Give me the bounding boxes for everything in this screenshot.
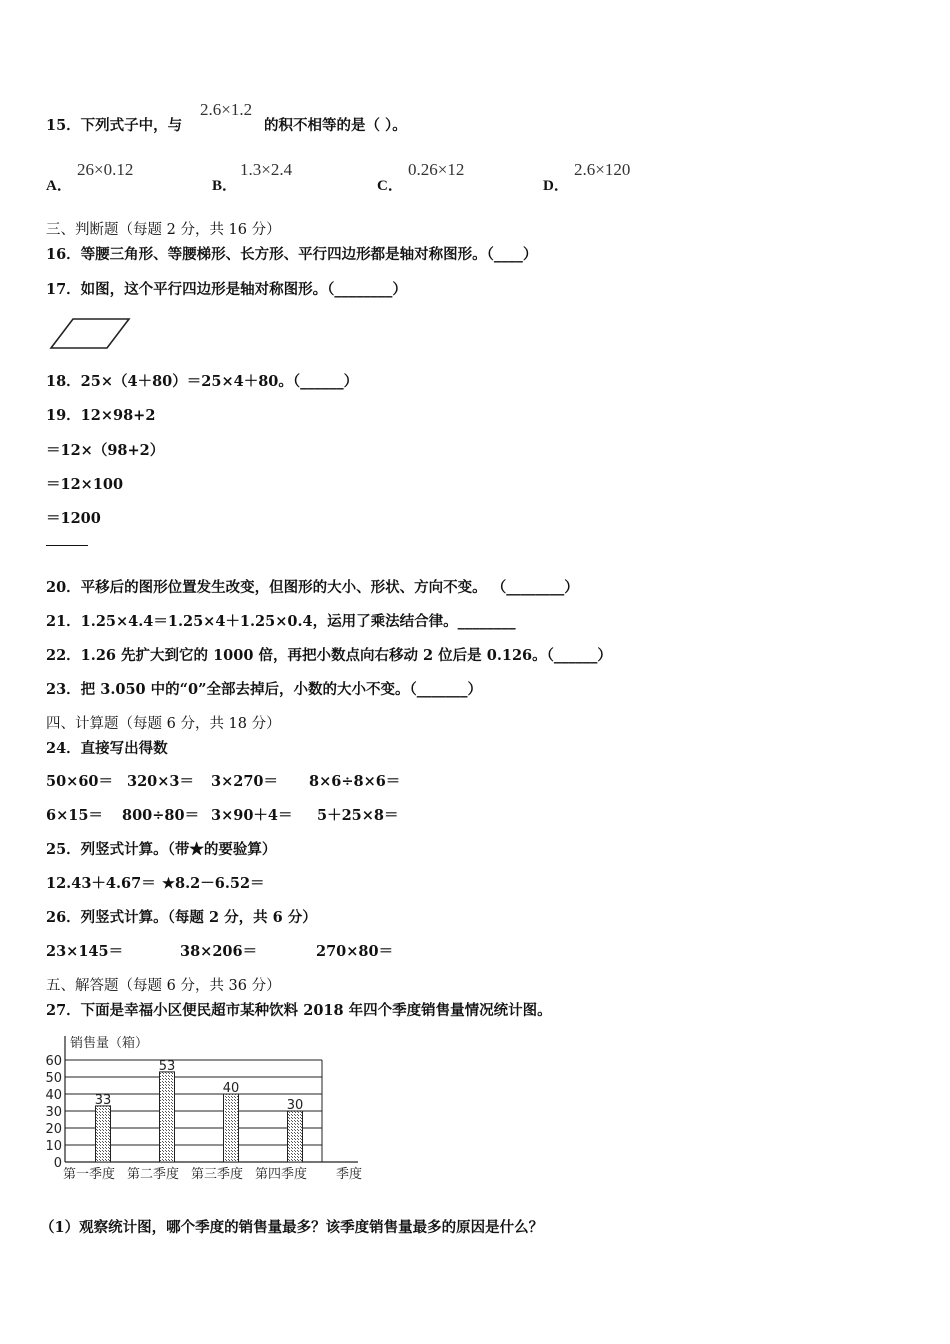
chart-category-label: 第一季度 <box>63 1167 116 1182</box>
q24-item: 5＋25×8＝ <box>317 807 399 824</box>
chart-data-label: 30 <box>286 1098 304 1113</box>
q16: 16．等腰三角形、等腰梯形、长方形、平行四边形都是轴对称图形。（____） <box>46 246 538 263</box>
q24-item: 6×15＝ <box>46 807 103 824</box>
q26-title: 26．列竖式计算。（每题 2 分，共 6 分） <box>46 909 317 926</box>
chart-category-label: 第二季度 <box>127 1167 180 1182</box>
q24-item: 800÷80＝ <box>122 807 200 824</box>
section5-heading: 五、解答题（每题 6 分，共 36 分） <box>46 978 281 994</box>
q24-item: 50×60＝ <box>46 773 114 790</box>
q24-item: 3×270＝ <box>211 773 279 790</box>
chart-y-tick-label: 50 <box>45 1071 62 1086</box>
q15-option-b-expr: 1.3×2.4 <box>240 160 293 179</box>
chart-x-axis-title: 季度 <box>336 1167 363 1182</box>
q24-item: 8×6÷8×6＝ <box>309 773 401 790</box>
chart-y-tick-label: 40 <box>45 1088 62 1103</box>
q26-item: 38×206＝ <box>180 943 258 960</box>
chart-bar <box>288 1111 303 1162</box>
chart-y-tick-label: 60 <box>45 1054 62 1069</box>
chart-y-tick-label: 10 <box>45 1139 62 1154</box>
chart-bar <box>96 1106 111 1162</box>
parallelogram-figure <box>46 314 136 354</box>
q15-option-d-expr: 2.6×120 <box>574 160 631 179</box>
q15-option-a-letter[interactable]: A． <box>46 178 72 194</box>
q20: 20．平移后的图形位置发生改变，但图形的大小、形状、方向不变。 （________） <box>46 579 579 596</box>
q19-answer-blank[interactable] <box>46 545 88 546</box>
chart-data-label: 33 <box>94 1092 112 1108</box>
q19-line-1: 19．12×98+2 <box>46 407 156 424</box>
q15-option-a-expr: 26×0.12 <box>77 160 134 179</box>
q24-item: 320×3＝ <box>127 773 195 790</box>
chart-data-label: 40 <box>222 1081 240 1096</box>
q25-item: 12.43＋4.67＝ <box>46 875 156 892</box>
q15-stem <box>46 116 182 136</box>
q15-expression: 2.6×1.2 <box>200 100 253 119</box>
q22: 22．1.26 先扩大到它的 1000 倍，再把小数点向右移动 2 位后是 0.126。（______） <box>46 647 612 664</box>
sales-bar-chart <box>40 1028 380 1188</box>
q19-line-4: ＝1200 <box>46 510 101 527</box>
chart-data-label: 53 <box>158 1058 176 1074</box>
chart-category-label: 第四季度 <box>255 1167 308 1182</box>
q18: 18．25×（4＋80）＝25×4＋80。（______） <box>46 373 359 390</box>
chart-y-tick-label: 20 <box>45 1122 62 1137</box>
q15-option-c-expr: 0.26×12 <box>408 160 465 179</box>
q24-title: 24．直接写出得数 <box>46 740 168 757</box>
q23: 23．把 3.050 中的“0”全部去掉后，小数的大小不变。（_______） <box>46 681 482 698</box>
q19-line-2: ＝12×（98+2） <box>46 442 165 459</box>
q26-item: 23×145＝ <box>46 943 124 960</box>
chart-bar <box>160 1072 175 1162</box>
q15-option-c-letter[interactable]: C． <box>377 178 403 194</box>
q19-line-3: ＝12×100 <box>46 476 124 493</box>
q25-item: ★8.2－6.52＝ <box>162 875 265 892</box>
chart-y-axis-title: 销售量（箱） <box>70 1036 149 1051</box>
chart-y-tick-label: 0 <box>53 1156 62 1171</box>
section4-heading: 四、计算题（每题 6 分，共 18 分） <box>46 716 281 732</box>
q15-option-b-letter[interactable]: B． <box>212 178 238 194</box>
q17: 17．如图，这个平行四边形是轴对称图形。（________） <box>46 281 407 298</box>
q21: 21．1.25×4.4＝1.25×4＋1.25×0.4，运用了乘法结合律。________ <box>46 613 516 630</box>
section3-heading: 三、判断题（每题 2 分，共 16 分） <box>46 222 281 238</box>
chart-bar <box>224 1094 239 1162</box>
q15-option-d-letter[interactable]: D． <box>543 178 569 194</box>
chart-y-tick-label: 30 <box>45 1105 62 1120</box>
q26-item: 270×80＝ <box>316 943 394 960</box>
q27-title: 27．下面是幸福小区便民超市某种饮料 2018 年四个季度销售量情况统计图。 <box>46 1002 552 1019</box>
q15-prefix: 15．下列式子中，与 <box>46 117 183 134</box>
q24-item: 3×90＋4＝ <box>211 807 293 824</box>
q25-title: 25．列竖式计算。（带★的要验算） <box>46 841 277 858</box>
chart-category-label: 第三季度 <box>191 1167 244 1182</box>
q27-sub1: （1）观察统计图，哪个季度的销售量最多？该季度销售量最多的原因是什么？ <box>40 1219 544 1236</box>
q15-suffix: 的积不相等的是（ ）。 <box>264 117 407 134</box>
